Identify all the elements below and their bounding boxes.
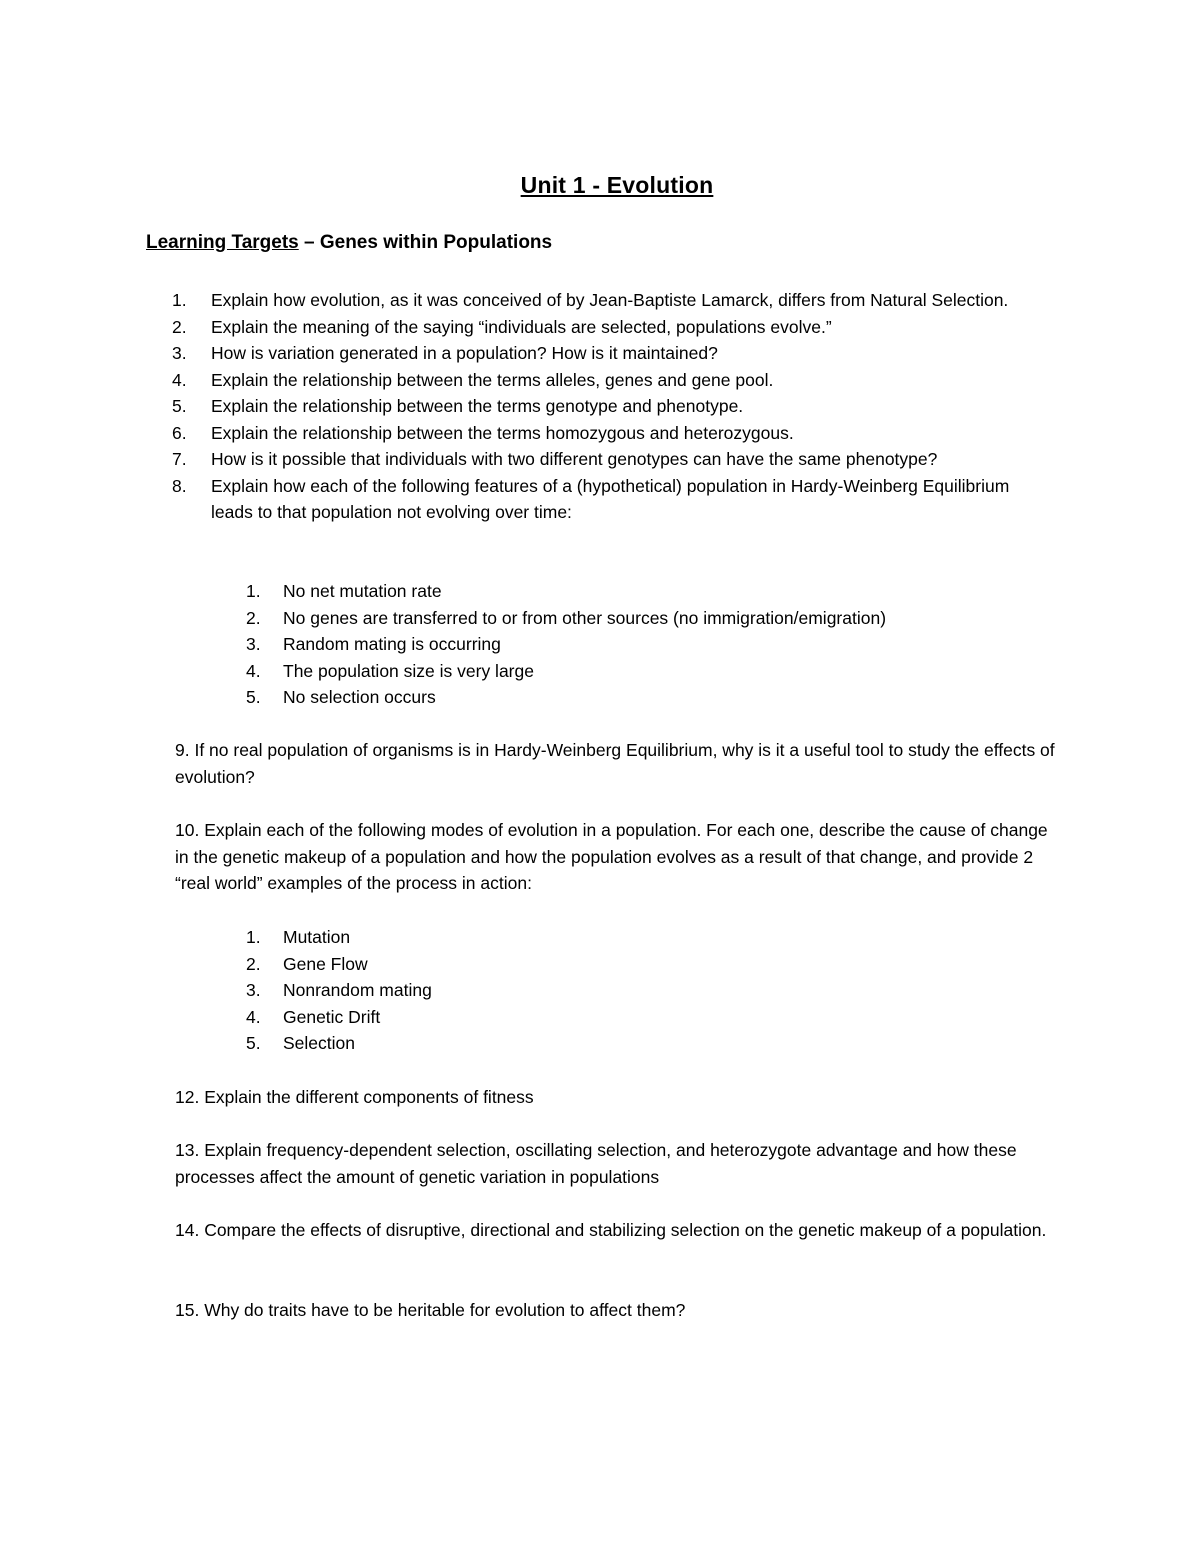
list-item-text: Genetic Drift [283, 1006, 381, 1027]
list-item-text: How is it possible that individuals with two different genotypes can have the same phenotype? [211, 449, 938, 469]
learning-targets-list [168, 287, 1048, 526]
list-item-text: Random mating is occurring [283, 634, 501, 654]
list-item [168, 367, 1048, 394]
question-12: 12. Explain the different components of fitness [175, 1087, 534, 1107]
list-item [246, 658, 886, 685]
list-item-text: Explain the relationship between the terms genotype and phenotype. [211, 396, 744, 416]
list-item [246, 684, 886, 711]
list-item-number: 8. [172, 475, 187, 496]
list-item-number: 3. [172, 343, 187, 363]
list-item-number: 1. [246, 927, 261, 947]
list-item-number: 4. [246, 660, 261, 681]
list-item [246, 951, 432, 978]
list-item-text: Mutation [283, 927, 351, 947]
list-item [168, 287, 1048, 314]
section-heading-rest: – Genes within Populations [298, 232, 553, 253]
list-item-number: 6. [172, 422, 187, 443]
list-item [246, 578, 886, 605]
list-item [246, 924, 432, 951]
list-item [168, 314, 1048, 341]
question-10: 10. Explain each of the following modes of evolution in a population. For each one, describe the cause of change in the genetic makeup of a population and how the population evolves as a result of that change, and provide 2 “real world” examples of the process in action: [175, 820, 1048, 893]
question-9: 9. If no real population of organisms is in Hardy-Weinberg Equilibrium, why is it a useful tool to study the effects of evolution? [175, 740, 1055, 787]
question-15: 15. Why do traits have to be heritable for evolution to affect them? [175, 1300, 686, 1320]
list-item-text: Explain how evolution, as it was conceived of by Jean-Baptiste Lamarck, differs from Natural Selection. [211, 290, 1009, 310]
list-item-number: 2. [246, 607, 261, 628]
list-item [168, 446, 1048, 473]
evolution-modes-list [246, 924, 432, 1057]
list-item-number: 1. [172, 290, 187, 310]
list-item [246, 605, 886, 632]
question-14: 14. Compare the effects of disruptive, directional and stabilizing selection on the genetic makeup of a population. [175, 1220, 1047, 1240]
list-item-text: Nonrandom mating [283, 980, 432, 1000]
list-item-number: 7. [172, 449, 187, 469]
list-item-text: How is variation generated in a population? How is it maintained? [211, 343, 718, 363]
list-item-number: 5. [246, 1033, 261, 1053]
list-item-text: Explain how each of the following features of a (hypothetical) population in Hardy-Weinberg Equilibrium leads to that population not evolving over time: [211, 475, 1010, 522]
list-item-number: 3. [246, 634, 261, 654]
section-heading [146, 232, 552, 254]
list-item-text: Explain the relationship between the terms alleles, genes and gene pool. [211, 369, 774, 390]
list-item [246, 1030, 432, 1057]
list-item-text: No genes are transferred to or from other sources (no immigration/emigration) [283, 607, 887, 628]
list-item [246, 631, 886, 658]
list-item-text: No selection occurs [283, 687, 436, 707]
list-item-number: 5. [246, 687, 261, 707]
document-title: Unit 1 - Evolution [520, 172, 714, 198]
list-item-text: The population size is very large [283, 660, 534, 681]
list-item [246, 977, 432, 1004]
list-item [168, 340, 1048, 367]
list-item-number: 4. [172, 369, 187, 390]
list-item-text: Selection [283, 1033, 355, 1053]
list-item [246, 1004, 432, 1031]
list-item-text: No net mutation rate [283, 581, 442, 601]
list-item [168, 420, 1048, 447]
list-item-number: 5. [172, 396, 187, 416]
hardy-weinberg-features-list [246, 578, 886, 711]
list-item-number: 1. [246, 581, 261, 601]
list-item [168, 393, 1048, 420]
list-item-number: 3. [246, 980, 261, 1000]
list-item-text: Gene Flow [283, 953, 368, 974]
list-item-text: Explain the meaning of the saying “individuals are selected, populations evolve.” [211, 316, 832, 337]
list-item-number: 4. [246, 1006, 261, 1027]
list-item [168, 473, 1048, 526]
list-item-number: 2. [172, 316, 187, 337]
section-heading-underlined: Learning Targets [146, 232, 299, 253]
list-item-text: Explain the relationship between the terms homozygous and heterozygous. [211, 422, 794, 443]
list-item-number: 2. [246, 953, 261, 974]
question-13: 13. Explain frequency-dependent selection, oscillating selection, and heterozygote advantage and how these processes affect the amount of genetic variation in populations [175, 1140, 1017, 1187]
